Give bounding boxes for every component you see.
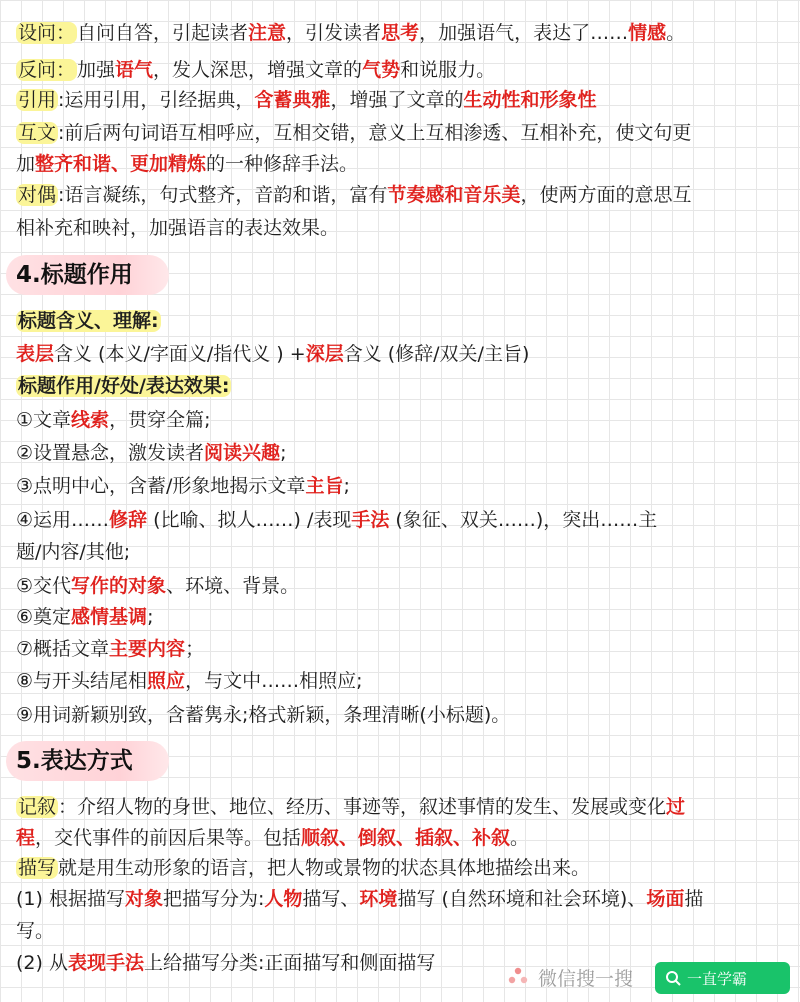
text-segments [16, 670, 362, 692]
text-segments [77, 22, 685, 44]
keyword-red: 照应 [147, 670, 186, 692]
keyword-red: 场面 [646, 888, 685, 910]
list-item [16, 605, 788, 629]
meaning-line [16, 342, 788, 366]
text-segment: ，与文中……相照应; [185, 670, 363, 692]
term-label: 对偶 [18, 184, 57, 206]
text-segment: 写。 [16, 920, 55, 942]
text-segments [16, 920, 54, 942]
text-segment: :前后两句词语互相呼应，互相交错，意义上互相渗透、互相补充，使文句更 [58, 122, 692, 144]
subheading: 标题含义、理解: [18, 310, 159, 332]
text-segment: 加强 [77, 59, 116, 81]
text-segment: 、环境、背景。 [166, 575, 300, 597]
text-segment: ，引发读者 [286, 22, 382, 44]
term-label: 引用 [18, 89, 57, 111]
list-item [16, 408, 788, 432]
text-segment: 。 [510, 827, 530, 849]
text-segments [16, 575, 299, 597]
text-segment: ，使两方面的意思互 [520, 184, 692, 206]
list-item [16, 637, 788, 661]
keyword-red: 阅读兴趣 [204, 442, 281, 464]
text-segment: ⑨用词新颖别致，含蓄隽永;格式新颖，条理清晰(小标题)。 [16, 704, 511, 726]
search-button-label: 一直学霸 [687, 969, 748, 988]
list-item [16, 669, 788, 693]
text-segments [16, 343, 529, 365]
text-segment: ; [147, 606, 154, 628]
text-segments [77, 59, 495, 81]
text-segment: 描写、 [302, 888, 360, 910]
list-item [16, 474, 788, 498]
text-segment: 和说服力。 [400, 59, 496, 81]
keyword-red: 气势 [362, 59, 401, 81]
rhetoric-line [16, 21, 788, 45]
text-segment: 上给描写分类:正面描写和侧面描写 [143, 952, 436, 974]
keyword-red: 修辞 [109, 509, 148, 531]
text-segment: ; [280, 442, 287, 464]
description-line [16, 919, 788, 943]
keyword-red: 过 [666, 796, 686, 818]
term-label: 互文 [18, 122, 57, 144]
text-segment: 含义 (本义/字面义/指代义 ) + [54, 343, 306, 365]
text-segment: ，贯穿全篇; [109, 409, 211, 431]
text-segment: (比喻、拟人……) /表现 [147, 509, 352, 531]
keyword-red: 深层 [305, 343, 344, 365]
keyword-red: 表现手法 [67, 952, 144, 974]
text-segment: ，加强语气，表达了…… [419, 22, 629, 44]
keyword-red: 思考 [381, 22, 420, 44]
keyword-red: 表层 [16, 343, 55, 365]
text-segment: ; [343, 475, 350, 497]
term-label: 记叙 [18, 796, 57, 818]
keyword-red: 注意 [248, 22, 287, 44]
text-segments [16, 153, 358, 175]
text-segment: ，交代事件的前因后果等。包括 [35, 827, 302, 849]
text-segments [16, 541, 130, 563]
text-segment: 描写 (自然环境和社会环境)、 [397, 888, 647, 910]
search-icon [665, 970, 681, 986]
text-segment: :运用引用，引经据典， [58, 89, 255, 111]
text-segments [16, 409, 210, 431]
text-segment: 。 [666, 22, 686, 44]
term-label: 设问： [18, 22, 76, 44]
list-item [16, 441, 788, 465]
text-segments [58, 122, 691, 144]
text-segments [16, 704, 510, 726]
keyword-red: 人物 [264, 888, 303, 910]
description-line [16, 887, 788, 911]
keyword-red: 环境 [359, 888, 398, 910]
text-segments [16, 217, 339, 239]
text-segment: ，增强了文章的 [330, 89, 464, 111]
list-item [16, 540, 788, 564]
text-segment: :语言凝练，句式整齐，音韵和谐，富有 [58, 184, 388, 206]
text-segment: ⑥奠定 [16, 606, 72, 628]
text-segments [58, 857, 590, 879]
text-segment: ⑧与开头结尾相 [16, 670, 148, 692]
text-segments [16, 475, 350, 497]
text-segments [16, 888, 703, 910]
rhetoric-line [16, 183, 788, 207]
list-item [16, 508, 788, 532]
text-segment: (1) 根据描写 [16, 888, 125, 910]
keyword-red: 节奏感和音乐美 [387, 184, 521, 206]
text-segment: 自问自答，引起读者 [77, 22, 249, 44]
keyword-red: 整齐和谐、更加精炼 [35, 153, 207, 175]
text-segments [16, 638, 204, 660]
keyword-red: 情感 [628, 22, 667, 44]
keyword-red: 主要内容 [109, 638, 186, 660]
text-segment: ⑤交代 [16, 575, 72, 597]
text-segment: ④运用…… [16, 509, 110, 531]
narration-line [16, 795, 788, 819]
section-title: 4.标题作用 [6, 255, 169, 295]
keyword-red: 对象 [124, 888, 163, 910]
text-segment: 把描写分为: [162, 888, 265, 910]
keyword-red: 程 [16, 827, 36, 849]
term-label: 反问： [18, 59, 76, 81]
text-segment: (象征、双关……)，突出……主 [389, 509, 658, 531]
list-item [16, 703, 788, 727]
text-segment: ⑦概括文章 [16, 638, 110, 660]
keyword-red: 语气 [115, 59, 154, 81]
text-segment: ：介绍人物的身世、地位、经历、事迹等，叙述事情的发生、发展或变化 [58, 796, 667, 818]
text-segments [16, 606, 153, 628]
keyword-red: 写作的对象 [71, 575, 167, 597]
watermark-text: 微信搜一搜 [538, 967, 634, 990]
text-segments [58, 184, 691, 206]
term-label: 描写 [18, 857, 57, 879]
text-segment: ①文章 [16, 409, 72, 431]
list-item [16, 574, 788, 598]
subheading: 标题作用/好处/表达效果: [18, 375, 230, 397]
wechat-search-watermark [506, 959, 633, 995]
rhetoric-line [16, 152, 788, 176]
rhetoric-line [16, 88, 788, 112]
text-segments [58, 89, 596, 111]
keyword-red: 感情基调 [71, 606, 148, 628]
text-segments [16, 442, 286, 464]
narration-line [16, 826, 788, 850]
rhetoric-line [16, 121, 788, 145]
text-segments [16, 952, 435, 974]
text-segment: 相补充和映衬，加强语言的表达效果。 [16, 217, 340, 239]
text-segments [16, 827, 529, 849]
text-segment: 加 [16, 153, 36, 175]
text-segments [16, 509, 657, 531]
keyword-red: 线索 [71, 409, 110, 431]
text-segment: 的一种修辞手法。 [206, 153, 359, 175]
rhetoric-line [16, 216, 788, 240]
rhetoric-line [16, 58, 788, 82]
text-segment: (2) 从 [16, 952, 68, 974]
text-segment: 描 [684, 888, 704, 910]
keyword-red: 生动性和形象性 [463, 89, 597, 111]
keyword-red: 手法 [351, 509, 390, 531]
section-title: 5.表达方式 [6, 741, 169, 781]
text-segment: 就是用生动形象的语言，把人物或景物的状态具体地描绘出来。 [58, 857, 591, 879]
text-segments [58, 796, 685, 818]
text-segment: ； [185, 638, 205, 660]
text-segment: ，发人深思，增强文章的 [153, 59, 363, 81]
keyword-red: 顺叙、倒叙、插叙、补叙 [301, 827, 511, 849]
keyword-red: 含蓄典雅 [254, 89, 331, 111]
search-account-button[interactable] [655, 962, 790, 994]
text-segment: ②设置悬念，激发读者 [16, 442, 205, 464]
text-segment: 含义 (修辞/双关/主旨) [343, 343, 530, 365]
text-segment: 题/内容/其他; [16, 541, 131, 563]
keyword-red: 主旨 [305, 475, 344, 497]
description-line [16, 856, 788, 880]
text-segment: ③点明中心，含蓄/形象地揭示文章 [16, 475, 306, 497]
wechat-search-logo-icon [506, 965, 530, 989]
